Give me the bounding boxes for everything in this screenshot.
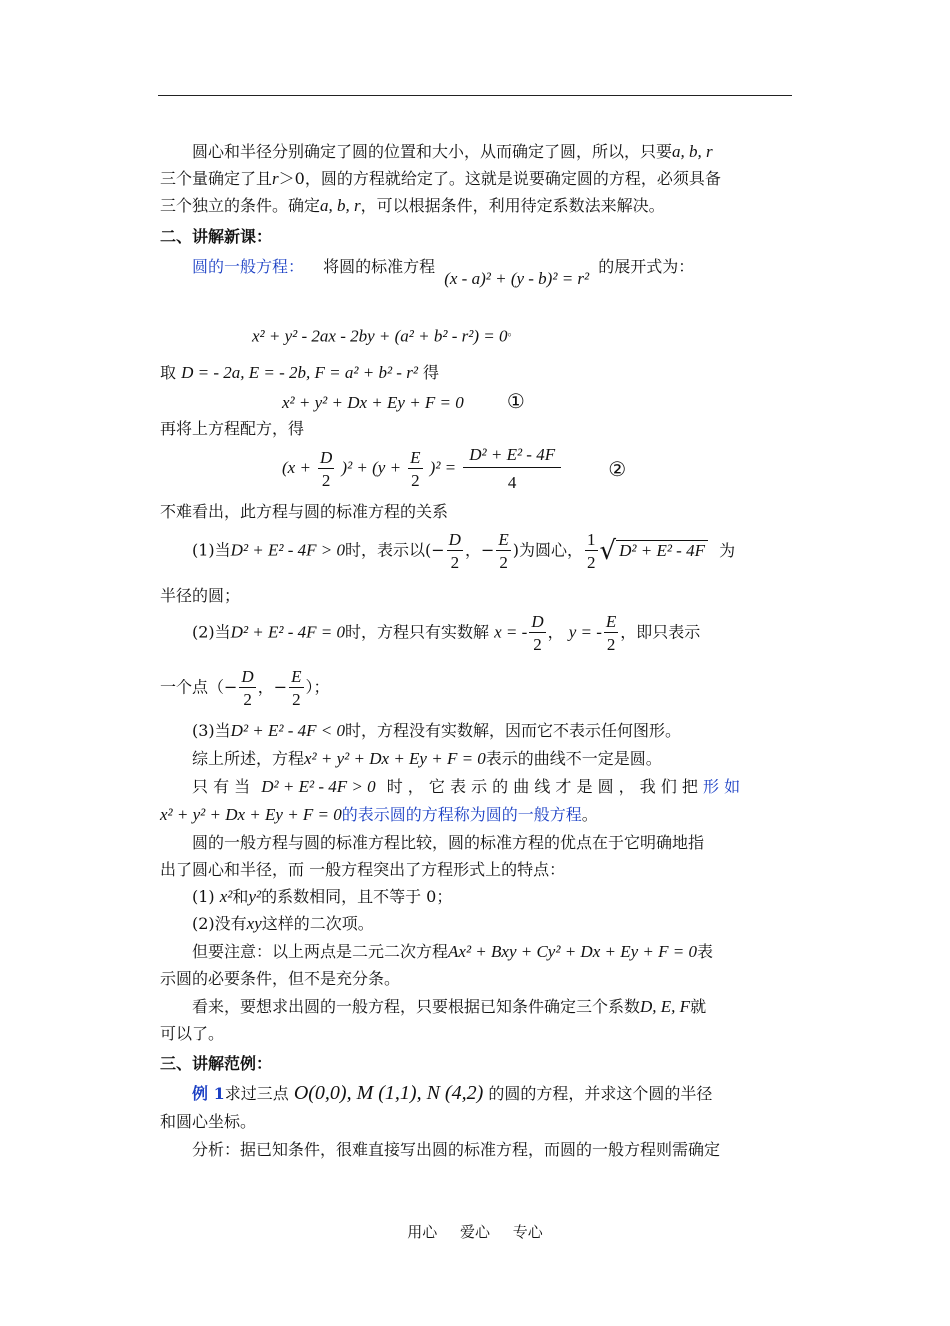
fraction-denominator: 2 xyxy=(292,690,301,709)
analysis-line: 分析：据已知条件，很难直接写出圆的标准方程，而圆的一般方程则需确定 xyxy=(192,1140,721,1159)
comma: ， xyxy=(464,540,481,560)
comma: ， xyxy=(257,677,274,697)
note-text: 表 xyxy=(696,942,713,961)
conclusion-line-1 xyxy=(192,996,792,1018)
note-text: 但要注意：以上两点是二元二次方程 xyxy=(192,942,449,961)
equation-2-lhs: )² = xyxy=(429,458,457,477)
intro-text: ＞0，圆的方程就给定了。这就是说要确定圆的方程，必须具备 xyxy=(278,169,721,188)
intro-line-1 xyxy=(192,141,792,163)
general-equation-label: 圆的一般方程： xyxy=(192,257,305,276)
equation-1-number: ① xyxy=(506,389,525,413)
intro-text: ，可以根据条件，利用待定系数法来解决。 xyxy=(360,196,665,215)
compare-line-2: 出了圆心和半径，而 一般方程突出了方程形式上的特点： xyxy=(160,860,566,879)
case-3-condition: D² + E² - 4F < 0 xyxy=(230,721,346,740)
only-when-text: 只 有 当 xyxy=(192,777,251,796)
x-squared: x² xyxy=(219,887,233,906)
fraction-numerator: E xyxy=(605,612,617,631)
feature-2-text: 这样的二次项。 xyxy=(261,914,374,933)
general-equation-text: 的展开式为： xyxy=(598,257,695,276)
take-prefix: 取 xyxy=(160,363,177,382)
case-2-text: ，即只表示 xyxy=(620,622,701,642)
expanded-equation-end: 。 xyxy=(507,325,519,338)
intro-variables: a, b, r xyxy=(672,142,713,161)
general-equation-text: 将圆的标准方程 xyxy=(323,257,436,276)
minus-sign: − xyxy=(431,540,445,560)
fraction-numerator: 1 xyxy=(587,530,596,549)
conclusion-text: 看来，要想求出圆的一般方程，只要根据已知条件确定三个系数 xyxy=(192,997,641,1016)
fraction-numerator: D xyxy=(448,530,461,549)
note-line-2: 示圆的必要条件，但不是充分条。 xyxy=(160,969,401,988)
equation-1-math: x² + y² + Dx + Ey + F = 0 xyxy=(282,393,464,412)
fraction-E-over-2 xyxy=(408,449,422,489)
example-1-continuation: 和圆心坐标。 xyxy=(160,1112,257,1131)
case-2-line xyxy=(192,613,792,653)
fraction-numerator: D² + E² - 4F xyxy=(463,446,561,468)
fraction-numerator: E xyxy=(291,667,302,686)
fraction-numerator: D xyxy=(241,667,254,686)
fraction-rhs xyxy=(463,446,561,491)
fraction-E-over-2 xyxy=(604,613,618,653)
feature-1-line xyxy=(192,886,792,908)
definition-end: 。 xyxy=(581,805,598,824)
x-solution: x = - xyxy=(494,622,528,642)
conclusion-line-2: 可以了。 xyxy=(160,1024,225,1043)
intro-variables: a, b, r xyxy=(320,196,361,215)
minus-sign: − xyxy=(224,677,238,697)
case-1-text: 时，表示以( xyxy=(345,540,432,560)
feature-2-text: (2)没有 xyxy=(192,914,247,933)
case-2-prefix: (2)当 xyxy=(192,622,231,642)
fraction-denominator: 2 xyxy=(450,553,460,572)
equation-2 xyxy=(282,446,914,491)
intro-text: 三个独立的条件。确定 xyxy=(160,196,321,215)
expanded-equation-math: x² + y² - 2ax - 2by + (a² + b² - r²) = 0 xyxy=(252,326,508,346)
definition-highlight: 形 如 xyxy=(703,777,741,796)
fraction-D-over-2 xyxy=(529,613,545,653)
only-when-text: 时 ， 它 表 示 的 曲 线 才 是 圆 ， 我 们 把 xyxy=(386,777,698,796)
fraction-D-over-2 xyxy=(318,449,334,489)
case-1-text: 为 xyxy=(719,540,736,560)
radicand: D² + E² - 4F xyxy=(616,540,708,559)
definition-equation: x² + y² + Dx + Ey + F = 0 xyxy=(160,805,342,824)
case-1-prefix: (1)当 xyxy=(192,540,231,560)
take-suffix: 得 xyxy=(423,363,440,382)
compare-line-1: 圆的一般方程与圆的标准方程比较，圆的标准方程的优点在于它明确地指 xyxy=(192,833,705,852)
summary-text: 表示的曲线不一定是圆。 xyxy=(485,749,662,768)
fraction-denominator: 2 xyxy=(587,553,596,572)
y-squared: y² xyxy=(248,887,262,906)
section-heading-examples: 三、讲解范例： xyxy=(160,1054,273,1073)
conclusion-text: 就 xyxy=(690,997,707,1016)
case-1-line xyxy=(192,531,792,571)
fraction-denominator: 2 xyxy=(411,470,420,490)
intro-text: 三个量确定了且 xyxy=(160,169,273,188)
case-2-point-line xyxy=(160,668,792,708)
section-heading-new-lesson: 二、讲解新课： xyxy=(160,227,273,246)
intro-text: 圆心和半径分别确定了圆的位置和大小，从而确定了圆，所以，只要 xyxy=(192,142,673,161)
equation-2-number: ② xyxy=(608,456,627,481)
equation-2-lhs: )² + (y + xyxy=(341,458,402,477)
case-1-text: )为圆心， xyxy=(512,540,584,560)
only-when-condition: D² + E² - 4F > 0 xyxy=(261,777,376,796)
definition-highlight: 的表示圆的方程称为圆的一般方程 xyxy=(341,805,582,824)
note-line-1 xyxy=(192,941,792,963)
case-2-text: ）； xyxy=(305,677,330,697)
fraction-denominator: 2 xyxy=(321,470,331,490)
coefficients-DEF: D, E, F xyxy=(640,997,691,1016)
fraction-numerator: D xyxy=(531,612,544,631)
example-1-line xyxy=(192,1082,792,1105)
feature-1-text: 的系数相同，且不等于 0； xyxy=(261,887,453,906)
example-1-text: 求过三点 xyxy=(224,1084,289,1103)
minus-sign: − xyxy=(480,540,495,560)
standard-equation: (x - a)² + (y - b)² = r² xyxy=(444,269,590,288)
definition-line xyxy=(160,804,792,826)
fraction-E-over-2 xyxy=(496,531,510,571)
case-3-line xyxy=(192,720,792,742)
only-when-line xyxy=(192,776,792,798)
fraction-numerator: E xyxy=(410,447,421,467)
fraction-E-over-2 xyxy=(289,668,303,708)
summary-line xyxy=(192,748,792,770)
feature-1-text: 和 xyxy=(232,887,249,906)
xy-term: xy xyxy=(246,914,262,933)
case-3-prefix: (3)当 xyxy=(192,721,231,740)
relation-line: 不难看出，此方程与圆的标准方程的关系 xyxy=(160,502,449,521)
take-definitions-line xyxy=(160,362,792,384)
fraction-denominator: 2 xyxy=(243,690,252,709)
complete-square-line: 再将上方程配方，得 xyxy=(160,419,305,438)
case-1-condition: D² + E² - 4F > 0 xyxy=(230,540,346,560)
radius-variable: r xyxy=(272,169,279,188)
case-2-text: 时，方程只有实数解 xyxy=(345,622,490,642)
page-footer: 用心 爱心 专心 xyxy=(407,1223,543,1241)
fraction-one-half xyxy=(585,531,598,571)
example-1-text: 的圆的方程，并求这个圆的半径 xyxy=(488,1084,713,1103)
coefficient-definitions: D = - 2a, E = - 2b, F = a² + b² - r² xyxy=(181,363,418,382)
fraction-denominator: 4 xyxy=(507,473,517,492)
fraction-numerator: D xyxy=(320,447,333,467)
case-2-text: 一个点（ xyxy=(160,677,225,697)
fraction-denominator: 2 xyxy=(533,635,542,654)
feature-1-prefix: (1) xyxy=(192,887,215,906)
minus-sign: − xyxy=(273,677,288,697)
fraction-denominator: 2 xyxy=(499,553,508,572)
quadratic-equation: Ax² + Bxy + Cy² + Dx + Ey + F = 0 xyxy=(448,942,697,961)
case-1-continuation: 半径的圆； xyxy=(160,586,241,605)
case-2-condition: D² + E² - 4F = 0 xyxy=(230,622,346,642)
summary-equation: x² + y² + Dx + Ey + F = 0 xyxy=(304,749,486,768)
equation-2-lhs: (x + xyxy=(282,458,311,477)
general-equation-intro xyxy=(192,256,792,288)
intro-line-2 xyxy=(160,168,792,190)
example-1-label: 例 1 xyxy=(192,1084,225,1103)
expanded-equation xyxy=(252,321,884,347)
y-solution: y = - xyxy=(568,622,602,642)
header-rule xyxy=(158,95,792,96)
comma: ， xyxy=(547,622,564,642)
example-1-points: O(0,0), M (1,1), N (4,2) xyxy=(293,1082,484,1104)
intro-line-3 xyxy=(160,195,792,217)
case-3-text: 时，方程没有实数解，因而它不表示任何图形。 xyxy=(345,721,682,740)
feature-2-line xyxy=(192,913,792,935)
radical-sign: √ xyxy=(599,536,617,566)
fraction-D-over-2 xyxy=(239,668,255,708)
fraction-numerator: E xyxy=(498,530,509,549)
fraction-D-over-2 xyxy=(447,531,463,571)
fraction-denominator: 2 xyxy=(606,635,616,654)
equation-1 xyxy=(282,390,914,414)
summary-text: 综上所述，方程 xyxy=(192,749,305,768)
